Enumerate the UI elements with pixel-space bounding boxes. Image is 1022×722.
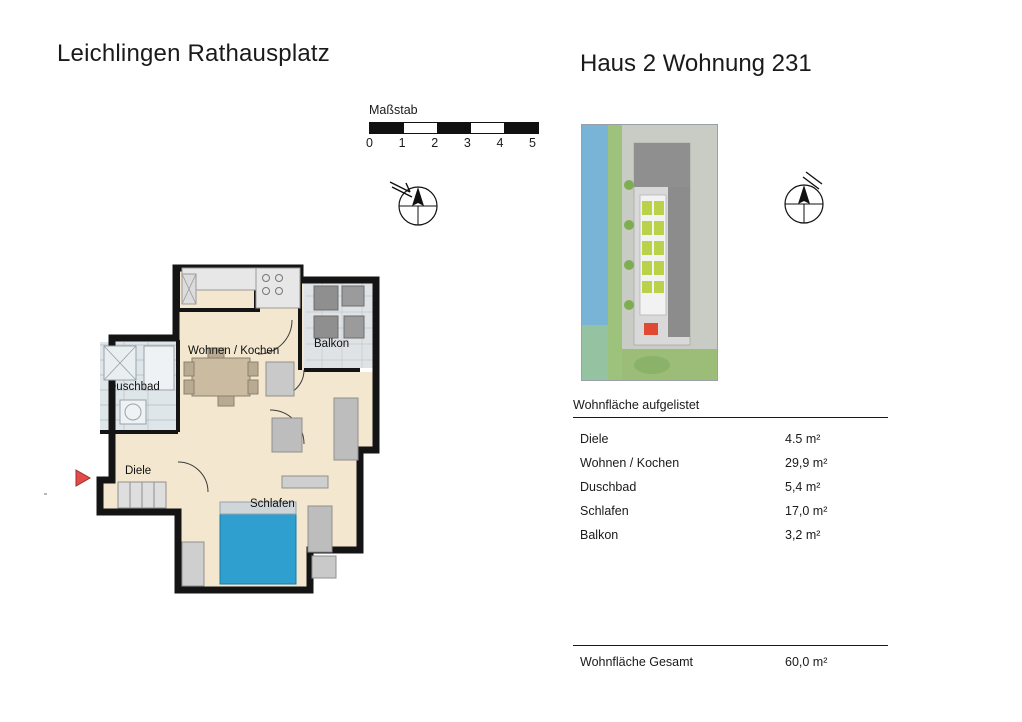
floor-plan-drawing <box>60 250 480 620</box>
scale-tick: 2 <box>431 136 439 150</box>
area-table-title: Wohnfläche aufgelistet <box>573 398 700 412</box>
site-plan-image <box>581 124 718 381</box>
table-row <box>573 427 888 451</box>
area-name: Duschbad <box>580 480 637 494</box>
area-name: Wohnen / Kochen <box>580 456 680 470</box>
scale-bar-block <box>366 103 549 150</box>
scale-tick: 3 <box>463 136 471 150</box>
table-row <box>573 523 888 547</box>
room-label-diele: Diele <box>125 465 152 477</box>
total-value: 60,0 m² <box>785 655 828 669</box>
scale-segment <box>505 123 538 133</box>
room-label-balkon: Balkon <box>314 338 350 350</box>
page-title: Leichlingen Rathausplatz <box>57 40 330 67</box>
scale-tick: 1 <box>398 136 406 150</box>
area-name: Balkon <box>580 528 619 542</box>
area-rows <box>573 418 888 547</box>
scale-tick: 4 <box>496 136 504 150</box>
area-value: 17,0 m² <box>785 504 828 518</box>
area-value: 4.5 m² <box>785 432 821 446</box>
total-area-block <box>573 645 888 669</box>
area-value: 5,4 m² <box>785 480 821 494</box>
scale-segment <box>404 123 438 133</box>
table-row <box>573 499 888 523</box>
highlighted-unit-marker <box>644 323 658 335</box>
scale-ticks <box>366 136 539 150</box>
area-value: 3,2 m² <box>785 528 821 542</box>
scale-tick: 0 <box>366 136 373 150</box>
north-arrow-site-icon <box>776 168 834 226</box>
scale-bar <box>369 122 539 134</box>
room-label-wohnen-kochen: Wohnen / Kochen <box>188 345 280 357</box>
area-name: Diele <box>580 432 609 446</box>
north-arrow-icon <box>388 170 446 228</box>
total-row <box>573 646 888 669</box>
scale-segment <box>370 123 404 133</box>
unit-title: Haus 2 Wohnung 231 <box>580 50 812 77</box>
scale-label: Maßstab <box>369 103 418 117</box>
table-row <box>573 475 888 499</box>
total-label: Wohnfläche Gesamt <box>580 655 694 669</box>
scale-segment <box>471 123 505 133</box>
scale-segment <box>438 123 472 133</box>
room-label-schlafen: Schlafen <box>250 498 295 510</box>
room-label-duschbad: Duschbad <box>108 381 160 393</box>
scale-tick-last: 5 <box>529 136 536 150</box>
area-value: 29,9 m² <box>785 456 828 470</box>
entrance-marker-icon <box>76 470 90 486</box>
area-name: Schlafen <box>580 504 629 518</box>
area-table <box>573 398 888 547</box>
stray-mark <box>44 493 47 495</box>
table-row <box>573 451 888 475</box>
